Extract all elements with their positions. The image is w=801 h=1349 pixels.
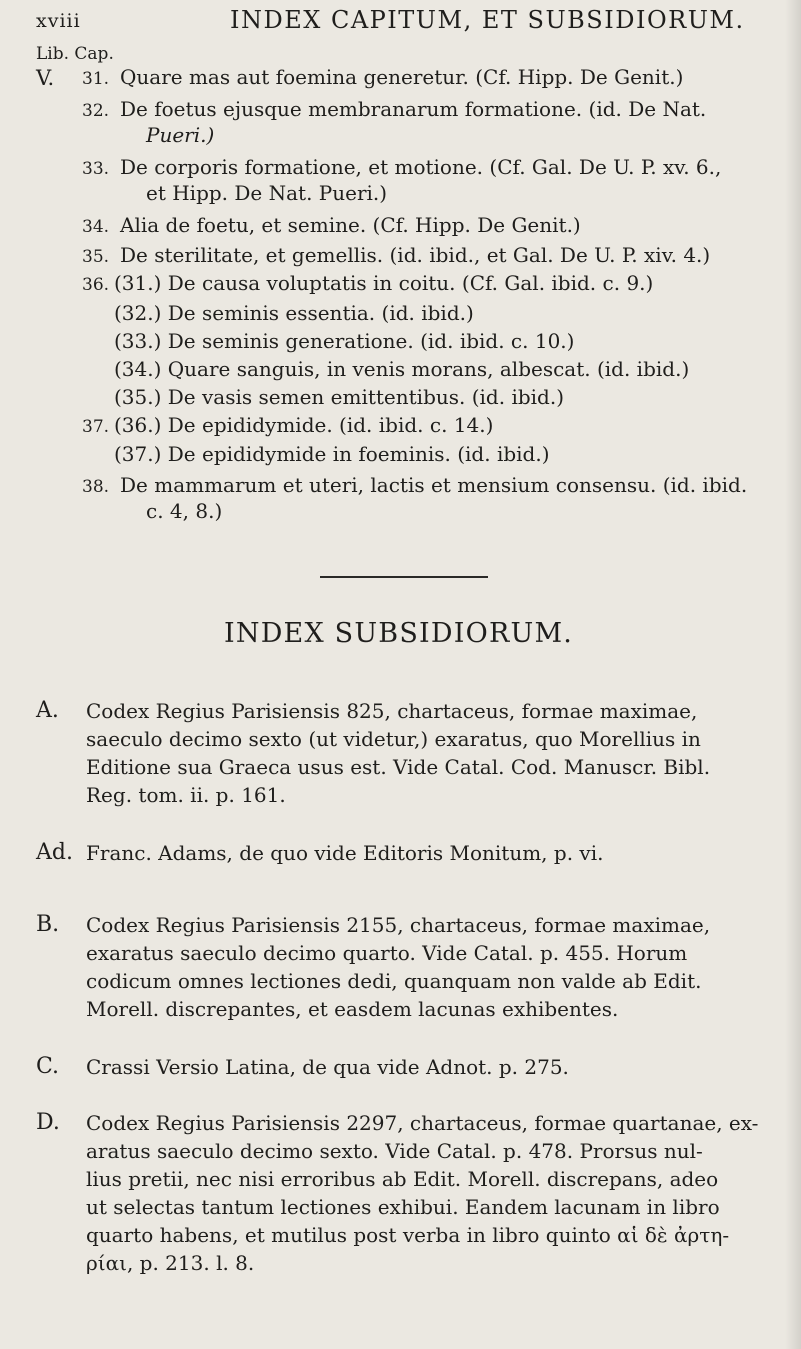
subsidium-line: Codex Regius Parisiensis 2155, chartaceus, formae maximae, (86, 913, 711, 937)
chapter-text: Alia de foetu, et semine. (Cf. Hipp. De Genit.) (120, 213, 581, 237)
subsidium-line: ρίαι, p. 213. l. 8. (86, 1251, 255, 1275)
subsidium-line: Codex Regius Parisiensis 2297, chartaceus, formae quartanae, ex- (86, 1111, 759, 1135)
chapter-entry (82, 244, 109, 269)
chapter-entry (82, 414, 109, 439)
chapter-text: De corporis formatione, et motione. (Cf. Gal. De U. P. xv. 6., (120, 155, 722, 179)
chapter-entry (82, 214, 109, 239)
subsidium-line: Crassi Versio Latina, de qua vide Adnot. p. 275. (86, 1055, 569, 1079)
chapter-text: (32.) De seminis essentia. (id. ibid.) (114, 301, 474, 325)
chapter-number: 31. (82, 69, 110, 89)
chapter-text-continuation: c. 4, 8.) (146, 499, 223, 523)
chapter-entry (82, 98, 109, 123)
chapter-number: 38. (82, 477, 110, 497)
book-number: V. (36, 66, 55, 90)
lib-cap-label: Lib. Cap. (36, 44, 114, 64)
subsidium-line: Reg. tom. ii. p. 161. (86, 783, 286, 807)
chapter-number: 33. (82, 159, 110, 179)
subsidium-letter: C. (36, 1054, 60, 1079)
chapter-text: De foetus ejusque membranarum formatione. (id. De Nat. (120, 97, 707, 121)
subsidium-line: quarto habens, et mutilus post verba in libro quinto αἱ δὲ ἀρτη- (86, 1223, 730, 1247)
subsidium-line: codicum omnes lectiones dedi, quanquam non valde ab Edit. (86, 969, 702, 993)
subsidium-letter: D. (36, 1110, 60, 1135)
chapter-number: 35. (82, 247, 110, 267)
subsidium-letter: A. (36, 698, 59, 723)
subsidium-line: lius pretii, nec nisi erroribus ab Edit. Morell. discrepans, adeo (86, 1167, 719, 1191)
chapter-text-continuation: Pueri.) (146, 123, 215, 147)
subsidium-letter: B. (36, 912, 60, 937)
chapter-text: (36.) De epididymide. (id. ibid. c. 14.) (114, 413, 494, 437)
subsidium-letter: Ad. (36, 840, 73, 865)
chapter-text-continuation: et Hipp. De Nat. Pueri.) (146, 181, 388, 205)
subsidium-line: saeculo decimo sexto (ut videtur,) exaratus, quo Morellius in (86, 727, 701, 751)
chapter-number: 37. (82, 417, 110, 437)
chapter-text: (35.) De vasis semen emittentibus. (id. ibid.) (114, 385, 564, 409)
chapter-text: (37.) De epididymide in foeminis. (id. ibid.) (114, 442, 550, 466)
page-title: INDEX CAPITUM, ET SUBSIDIORUM. (230, 6, 745, 34)
chapter-text: Quare mas aut foemina generetur. (Cf. Hipp. De Genit.) (120, 65, 684, 89)
chapter-number: 32. (82, 101, 110, 121)
chapter-text: (34.) Quare sanguis, in venis morans, albescat. (id. ibid.) (114, 357, 690, 381)
subsidium-line: ut selectas tantum lectiones exhibui. Eandem lacunam in libro (86, 1195, 720, 1219)
subsidium-line: Codex Regius Parisiensis 825, chartaceus, formae maximae, (86, 699, 698, 723)
page-numeral: xviii (36, 10, 81, 32)
subsidium-line: aratus saeculo decimo sexto. Vide Catal. p. 478. Prorsus nul- (86, 1139, 703, 1163)
chapter-number: 34. (82, 217, 110, 237)
subsidium-line: Franc. Adams, de quo vide Editoris Monitum, p. vi. (86, 841, 604, 865)
chapter-text: (33.) De seminis generatione. (id. ibid. c. 10.) (114, 329, 575, 353)
subsidium-line: Morell. discrepantes, et easdem lacunas exhibentes. (86, 997, 619, 1021)
chapter-entry (82, 272, 109, 297)
chapter-entry (82, 474, 109, 499)
chapter-text: De sterilitate, et gemellis. (id. ibid., et Gal. De U. P. xiv. 4.) (120, 243, 711, 267)
subsidium-line: exaratus saeculo decimo quarto. Vide Catal. p. 455. Horum (86, 941, 688, 965)
chapter-entry (82, 66, 109, 91)
chapter-text: (31.) De causa voluptatis in coitu. (Cf. Gal. ibid. c. 9.) (114, 271, 654, 295)
chapter-entry (82, 156, 109, 181)
subsidium-line: Editione sua Graeca usus est. Vide Catal. Cod. Manuscr. Bibl. (86, 755, 711, 779)
section-title: INDEX SUBSIDIORUM. (224, 618, 574, 649)
chapter-text: De mammarum et uteri, lactis et mensium consensu. (id. ibid. (120, 473, 748, 497)
chapter-number: 36. (82, 275, 110, 295)
section-divider (320, 576, 488, 578)
page-edge-shadow (785, 0, 801, 1349)
